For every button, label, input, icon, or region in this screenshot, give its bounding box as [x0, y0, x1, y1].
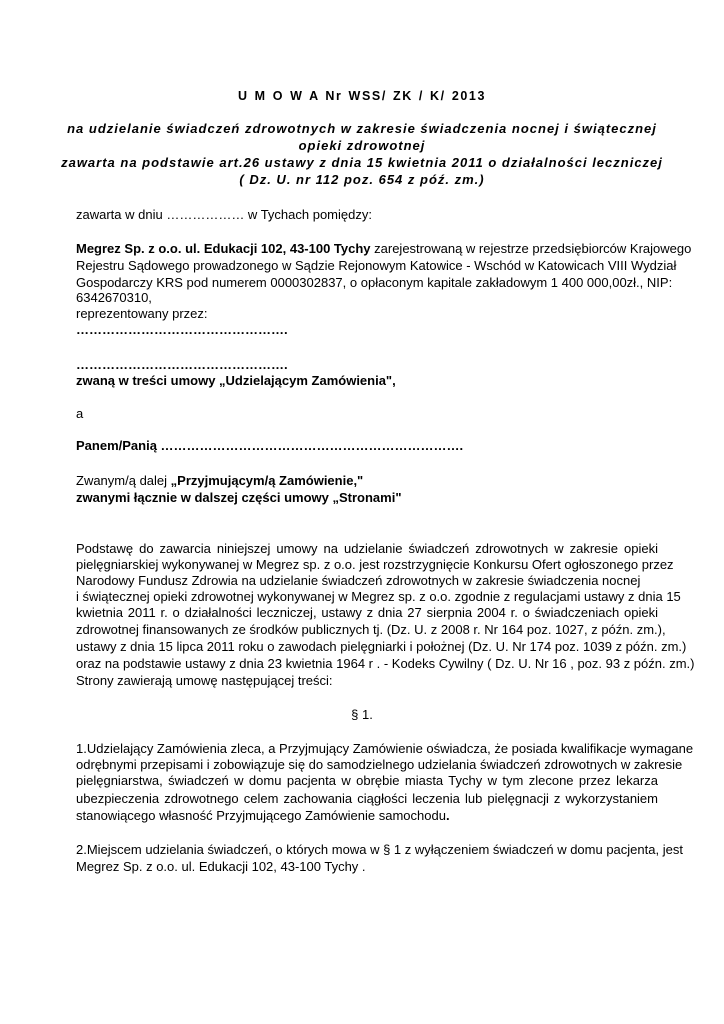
preamble-line: Strony zawierają umowę następującej treści:	[76, 673, 333, 688]
party1-nip: 6342670310,	[76, 290, 152, 305]
section-heading: § 1.	[351, 707, 373, 722]
party1-line: Gospodarczy KRS pod numerem 0000302837, o opłaconym kapitale zakładowym 1 400 000,00zł., NIP:	[76, 275, 673, 290]
preamble-line: i świątecznej opieki zdrowotnej wykonywanej w Megrez sp. z o.o. zgodnie z regulacjami ustawy z dnia 15	[76, 589, 681, 604]
preamble-line: oraz na podstawie ustawy z dnia 23 kwietnia 1964 r . - Kodeks Cywilny ( Dz. U. Nr 16 , poz. 93 z późn. zm.)	[76, 656, 695, 671]
represented-by: reprezentowany przez:	[76, 306, 208, 321]
point1-line: pielęgniarstwa, świadczeń w domu pacjenta w obrębie miasta Tychy w tym zlecone przez lekarza	[76, 773, 658, 788]
preamble-line: Podstawę do zawarcia niniejszej umowy na udzielanie świadczeń zdrowotnych w zakresie opieki	[76, 541, 658, 556]
representative-dots: ………………………………………….	[76, 322, 288, 337]
party1-registration: zarejestrowaną w rejestrze przedsiębiorców Krajowego	[370, 241, 692, 256]
point1-period: .	[445, 808, 450, 823]
point2-line: 2.Miejscem udzielania świadczeń, o których mowa w § 1 z wyłączeniem świadczeń w domu pacjenta, jest	[76, 842, 683, 857]
point1-last-text: stanowiącego własność Przyjmującego Zamówienie samochodu	[76, 808, 446, 823]
and-conjunction: a	[76, 406, 84, 421]
party2-label: Panem/Panią …………………………………………………………….	[76, 438, 464, 453]
party2-called-prefix: Zwanym/ą dalej	[76, 473, 171, 488]
party1-called: zwaną w treści umowy „Udzielającym Zamówienia",	[76, 373, 396, 388]
subtitle-line: opieki zdrowotnej	[298, 138, 426, 153]
party2-called	[76, 472, 363, 489]
preamble-line: ustawy z dnia 15 lipca 2011 roku o zawodach pielęgniarki i położnej (Dz. U. Nr 174 poz. 1039 z późn. zm.)	[76, 639, 687, 654]
point1-line	[76, 807, 450, 824]
subtitle-line: ( Dz. U. nr 112 poz. 654 z póź. zm.)	[239, 172, 485, 187]
point1-line: odrębnymi przepisami i zobowiązuje się do samodzielnego udzielania świadczeń zdrowotnych w zakresie	[76, 757, 683, 772]
party1-line	[76, 240, 692, 257]
party2-called-term: „Przyjmującym/ą Zamówienie,"	[170, 473, 364, 488]
preamble-line: zdrowotnej finansowanych ze środków publicznych tj. (Dz. U. z 2008 r. Nr 164 poz. 1027, z późn. zm.),	[76, 622, 666, 637]
preamble-line: kwietnia 2011 r. o działalności leczniczej, ustawy z dnia 27 sierpnia 2004 r. o świadczeniach opieki	[76, 605, 658, 620]
contract-title: U M O W A Nr WSS/ ZK / K/ 2013	[237, 89, 487, 103]
parties-together: zwanymi łącznie w dalszej części umowy „Stronami"	[76, 490, 402, 505]
point1-line: ubezpieczenia zdrowotnego celem zachowania ciągłości leczenia lub pielęgnacji z wykorzystaniem	[76, 791, 658, 806]
concluded-on: zawarta w dniu ……………… w Tychach pomiędzy:	[76, 207, 372, 222]
representative-dots: ………………………………………….	[76, 357, 288, 372]
preamble-line: pielęgniarskiej wykonywanej w Megrez sp. z o.o. jest rozstrzygnięcie Konkursu Ofert ogłoszonego przez	[76, 557, 674, 572]
party1-name: Megrez Sp. z o.o. ul. Edukacji 102, 43-100 Tychy	[76, 241, 371, 256]
preamble-line: Narodowy Fundusz Zdrowia na udzielanie świadczeń zdrowotnych w zakresie świadczenia nocnej	[76, 573, 641, 588]
subtitle-line: na udzielanie świadczeń zdrowotnych w zakresie świadczenia nocnej i świątecznej	[67, 121, 657, 136]
subtitle-line: zawarta na podstawie art.26 ustawy z dnia 15 kwietnia 2011 o działalności leczniczej	[61, 155, 663, 170]
party1-line: Rejestru Sądowego prowadzonego w Sądzie Rejonowym Katowice - Wschód w Katowicach VIII Wydział	[76, 258, 677, 273]
point2-line: Megrez Sp. z o.o. ul. Edukacji 102, 43-100 Tychy .	[76, 859, 366, 874]
point1-line: 1.Udzielający Zamówienia zleca, a Przyjmujący Zamówienie oświadcza, że posiada kwalifikacje wymagane	[76, 741, 694, 756]
